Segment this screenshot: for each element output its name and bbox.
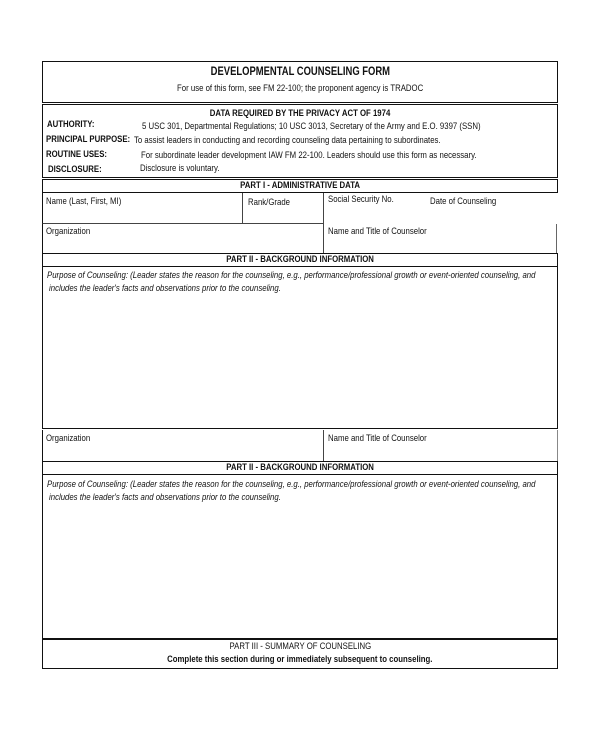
part3-instruction: Complete this section during or immediately subsequent to counseling. <box>167 654 433 665</box>
counselor-field-2[interactable]: Name and Title of Counselor <box>328 433 427 444</box>
purpose-instructions-line1-2: Purpose of Counseling: (Leader states the reason for the counseling, e.g., performance/professional growth or event-oriented counseling, and <box>47 479 536 490</box>
ssn-field[interactable]: Social Security No. <box>328 194 394 205</box>
part3-heading: PART III - SUMMARY OF COUNSELING <box>229 641 371 652</box>
routine-uses-label: ROUTINE USES: <box>46 149 108 160</box>
rank-field[interactable]: Rank/Grade <box>248 197 291 208</box>
part2-heading: PART II - BACKGROUND INFORMATION <box>226 254 374 265</box>
counselor-divider <box>323 224 324 253</box>
disclosure-label: DISCLOSURE: <box>48 164 102 175</box>
counselor-field[interactable]: Name and Title of Counselor <box>328 226 427 237</box>
part1-heading: PART I - ADMINISTRATIVE DATA <box>240 180 360 191</box>
organization-field[interactable]: Organization <box>46 226 91 237</box>
form-title: DEVELOPMENTAL COUNSELING FORM <box>210 66 390 78</box>
date-field[interactable]: Date of Counseling <box>430 196 497 207</box>
form-subtitle: For use of this form, see FM 22-100; the proponent agency is TRADOC <box>176 83 424 94</box>
disclosure-value: Disclosure is voluntary. <box>140 163 220 174</box>
principal-purpose-value: To assist leaders in conducting and recording counseling data pertaining to subordinates. <box>134 135 441 146</box>
purpose-instructions-line2-2: includes the leader's facts and observations prior to the counseling. <box>49 492 281 503</box>
purpose-instructions-line2: includes the leader's facts and observations prior to the counseling. <box>49 283 281 294</box>
organization-field-2[interactable]: Organization <box>46 433 91 444</box>
routine-uses-value: For subordinate leader development IAW FM 22-100. Leaders should use this form as necessary. <box>141 150 477 161</box>
principal-purpose-label: PRINCIPAL PURPOSE: <box>46 134 131 145</box>
privacy-heading: DATA REQUIRED BY THE PRIVACY ACT OF 1974 <box>209 108 391 119</box>
authority-label: AUTHORITY: <box>47 119 95 130</box>
part2-heading-2: PART II - BACKGROUND INFORMATION <box>226 462 374 473</box>
counselor-divider-2 <box>323 430 324 461</box>
name-field[interactable]: Name (Last, First, MI) <box>46 196 122 207</box>
purpose-instructions-line1: Purpose of Counseling: (Leader states the reason for the counseling, e.g., performance/professional growth or event-oriented counseling, and <box>47 270 536 281</box>
rank-divider <box>242 193 243 224</box>
authority-value: 5 USC 301, Departmental Regulations; 10 USC 3013, Secretary of the Army and E.O. 9397 (SSN) <box>142 121 481 132</box>
